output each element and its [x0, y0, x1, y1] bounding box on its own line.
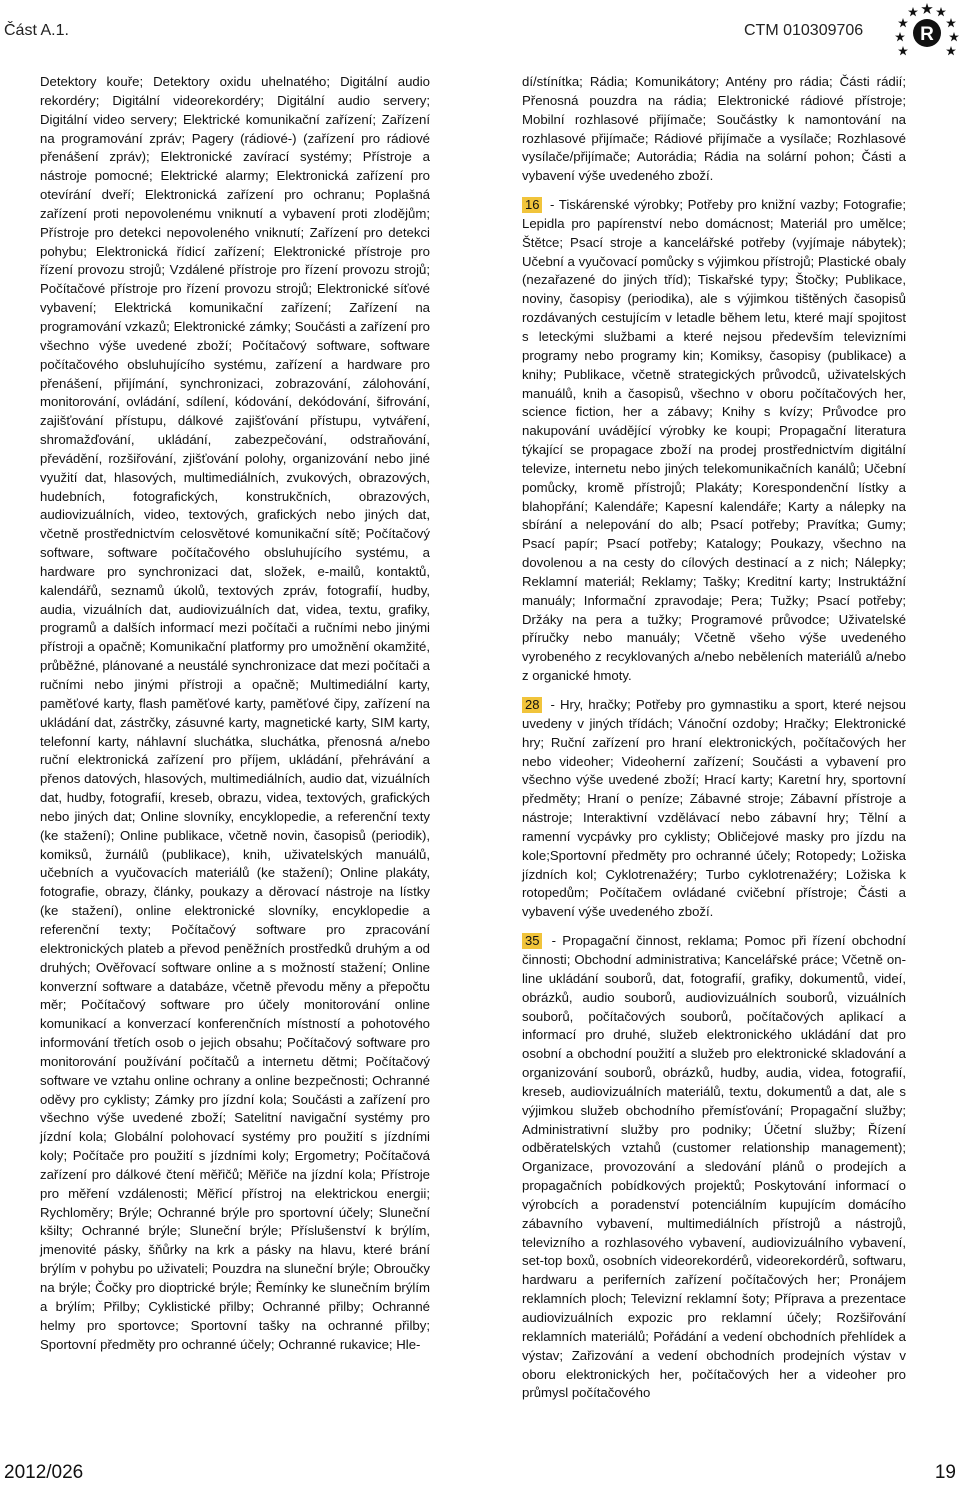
eu-stars-r-logo-icon — [894, 0, 960, 66]
class-entry-28 — [522, 696, 906, 922]
svg-text:R: R — [920, 24, 934, 45]
class-number-28: 28 — [522, 697, 542, 713]
section-label: Část A.1. — [4, 22, 69, 39]
class-text-28: - Hry, hračky; Potřeby pro gymnastiku a sport, které nejsou uvedeny v jiných třídách; Vánoční ozdoby; Hračky; Elektronické hry; Ruční zařízení pro hraní elektronických, počítačových her nebo videoher; Videoherní zařízení; Součásti a vybavení pro všechno výše uvedené zboží; Hrací karty; Karetní hry, sportovní předměty; Hraní o peníze; Zábavné stroje; Zábavní přístroje a nástroje; Interaktivní vzdělávací nebo zábavní hry; Tělní a ramenní vycpávky pro cyklisty; Obličejové masky pro jízdu na kole;Sportovní předměty pro ochranné účely; Rotopedy; Ložiska jízdních kol; Cyklotrenažéry; Turbo cyklotrenažéry; Ložiska k rotopedům; Počítačem ovládané cvičební přístroje; Části a vybavení výše uvedeného zboží. — [522, 697, 906, 920]
left-column — [40, 73, 430, 1364]
class-entry-35 — [522, 932, 906, 1403]
ctm-number: CTM 010309706 — [744, 22, 864, 39]
right-column — [522, 73, 906, 1413]
class-text-35: - Propagační činnost, reklama; Pomoc při řízení obchodní činnosti; Obchodní administrativa; Kancelářské práce; Včetně on-line ukládání souborů, dat, fotografií, grafiky, dokumentů, videí, obrázků, audio souborů, audiovizuálních souborů, vizuálních souborů, počítačových souborů, počítačových aplikací a informací pro druhé, služeb elektronického ukládání dat pro osobní a obchodní použití a služeb pro elektronické skladování a organizování souborů, obrázků, hudby, audia, videa, fotografií, kreseb, audiovizuálních materiálů, textu, dokumentů a dat, ale s výjimkou služeb obchodního přemísťování; Propagační služby; Administrativní služby pro podniky; Účetní služby; Řízení odběratelských vztahů (customer relationship management); Organizace, provozování a sledování plánů o prodejích a propagačních pobídkových projektů; Poskytování informací o výrobcích a poradenství potenciálním kupujícím domácího zábavního vybavení, multimediálních přístrojů a nástrojů, televizního a rozhlasového vybavení, audiovizuálního vybavení, set-top boxů, osobních videorekordérů, videorekordérů, softwaru, hardwaru a periferních zařízení počítačových her; Pronájem reklamních ploch; Televizní reklamní šoty; Příprava a prezentace audiovizuálních expozic pro reklamní účely; Rozšiřování reklamních materiálů; Pořádání a vedení obchodních přehlídek a výstav; Zařizování a vedení obchodních prodejních výstav v oboru elektronických her, počítačových her a videoher pro průmysl počítačového — [522, 933, 906, 1401]
class-text-16: - Tiskárenské výrobky; Potřeby pro knižní vazby; Fotografie; Lepidla pro papírenství nebo domácnost; Materiál pro umělce; Štětce; Psací stroje a kancelářské potřeby (vyjímaje nábytek); Učební a vyučovací pomůcky s výjimkou přístrojů; Plastické obaly (nezařazené do jiných tříd); Tiskařské typy; Štočky; Publikace, noviny, časopisy (periodika), ale s výjimkou tištěných časopisů rozdávaných cestujícím v letadle během letu, které mají spojitost s leteckými službami a které nejsou především televizními programy nebo programy kin; Komiksy, časopisy (publikace) a knihy; Publikace, včetně strategických průvodců, uživatelských manuálů, knih a časopisů, všechno v oboru počítačových her, science fiction, her a zábavy; Knihy s kvízy; Průvodce pro nakupování uvádějící výrobky ke koupi; Propagační literatura týkající se propagace zboží na prodej prostřednictvím digitální televize, internetu nebo jiných telekomunikačních kanálů; Učební pomůcky, kromě přístrojů; Plakáty; Korespondenční lístky a blahopřání; Kalendáře; Kapesní kalendáře; Karty a nálepky na sbírání a nelepování do alb; Psací potřeby; Pravítka; Gumy; Psací papír; Psací potřeby; Katalogy; Poukazy, všechno na dovolenou a na cesty do cílových destinací a z nich; Nálepky; Reklamní materiál; Reklamy; Tašky; Kreditní karty; Instruktážní manuály; Informační zpravodaje; Pera; Tužky; Psací potřeby; Držáky na pera a tužky; Programové průvodce; Uživatelské příručky nebo manuály; Včetně všeho výše uvedeného vyrobeného z recyklovaných a/nebo neběleních materiálů a/nebo z organické hmoty. — [522, 197, 906, 684]
class-number-16: 16 — [522, 197, 542, 213]
page-number: 19 — [934, 1462, 956, 1483]
left-column-text: Detektory kouře; Detektory oxidu uhelnatého; Digitální audio rekordéry; Digitální videorekordéry; Digitální audio servery; Digitální video servery; Elektrické komunikační zařízení; Zařízení na programování zpráv; Pagery (rádiové-) (zařízení pro rádiové přenášení zpráv); Elektronické zavírací systémy; Přístroje a nástroje pomocné; Elektrické alarmy; Elektronická zařízení pro otevírání dveří; Elektronická zařízení pro ochranu; Poplašná zařízení proti nepovolenému vniknutí a vybavení proti zlodějům; Přístroje pro detekci nepovoleného vniknutí; Zařízení pro detekci pohybu; Elektronická řídicí zařízení; Elektronické přístroje pro řízení provozu strojů; Vzdálené přístroje pro řízení provozu strojů; Počítačové přístroje pro řízení provozu strojů; Elektronické síťové vybavení; Elektrická komunikační zařízení; Zařízení na programování vzkazů; Elektronické zámky; Součásti a zařízení pro všechno výše uvedené zboží; Počítačový software, software počítačového obsluhujícího systému, zařízení a hardware pro přenášení, přijímání, synchronizaci, zobrazování, zálohování, monitorování, ovládání, sdílení, kódování, dekódování, šifrování, zajišťování přístupu, dálkové zajišťování přístupu, vytváření, shromažďování, ukládání, zabezpečování, odstraňování, převádění, rozšiřování, zjišťování polohy, organizování nebo jiné využití dat, hlasových, multimediálních, zvukových, obrazových, hudebních, fotografických, konstrukčních, obrazových, audiovizuálních, video, textových, grafických nebo jiných dat, včetně prostřednictvím celosvětové komunikační sítě; Počítačový software, software počítačového obsluhujícího systému, a hardware pro synchronizaci dat, složek, e-mailů, kontaktů, kalendářů, seznamů úkolů, textových zpráv, fotografií, hudby, audia, vizuálních dat, audiovizuálních dat, videa, textu, grafiky, programů a dalších informací mezi počítači a ručními nebo jinými přístroji a opačně; Komunikační platformy pro umožnění okamžité, průběžné, plánované a neustálé synchronizace dat mezi počítači a ručními nebo jinými přístroji a opačně; Multimediální karty, paměťové karty, flash paměťové karty, paměťové čipy, zařízení na ukládání dat, zástrčky, zásuvné karty, magnetické karty, SIM karty, telefonní karty, náhlavní sluchátka, sluchátka, přenosná a/nebo ruční elektronická zařízení pro příjem, ukládání, přehrávání a přenos datových, hlasových, multimediálních, audio dat, vizuálních dat, hudby, fotografií, kreseb, obrazu, videa, textových, grafických nebo jiných dat; Online slovníky, encyklopedie, a referenční texty (ke stažení); Online publikace, včetně novin, časopisů (periodik), komiksů, žurnálů (publikace), knih, uživatelských manuálů, učebních a vyučovacích materiálů (ke stažení); Online plakáty, fotografie, obrazy, články, poukazy a děrovací nástroje na lístky (ke stažení), online elektronické slovníky, encyklopedie a referenční texty; Počítačový software pro zpracování elektronických plateb a převod peněžních prostředků druhým a od druhých; Ověřovací software online a s možností stažení; Online konverzní software a databáze, včetně převodu měny a přepočtu měr; Počítačový software pro účely monitorování online komunikací a konverzací konferenčních místností a pohotového informování třetích osob o jejich obsahu; Počítačový software pro monitorování používání počítačů a internetu dětmi; Počítačový software ve vztahu online ochrany a online bezpečnosti; Ochranné oděvy pro cyklisty; Zámky pro jízdní kola; Součásti a zařízení pro všechno výše uvedené zboží; Satelitní navigační systémy pro jízdní kola; Globální polohovací systémy pro použití s jízdními koly; Počítače pro použití s jízdními koly; Ergometry; Počítačová zařízení pro dálkové čtení měřičů; Měřiče na jízdní kola; Přístroje pro měření vzdálenosti; Měřicí přístroj na elektrickou energii; Rychloměry; Brýle; Ochranné brýle pro sportovní účely; Sluneční kšilty; Ochranné brýle; Sluneční brýle; Příslušenství k brýlím, jmenovité pásky, šňůrky na krk a pásky na hlavu, které brání brýlím v pohybu po uživateli; Pouzdra na sluneční brýle; Obroučky na brýle; Čočky pro dioptrické brýle; Řemínky ke slunečním brýlím a brýlím; Přilby; Cyklistické přilby; Ochranné přilby; Ochranné helmy pro sportovce; Sportovní tašky na ochranné přilby; Sportovní předměty pro ochranné účely; Ochranné rukavice; Hle- — [40, 74, 430, 1352]
issue-number: 2012/026 — [4, 1462, 84, 1483]
class-entry-16 — [522, 196, 906, 686]
right-column-intro: dí/stínítka; Rádia; Komunikátory; Antény pro rádia; Části rádií; Přenosná pouzdra na rádia; Elektronické rádiové přístroje; Mobilní rozhlasové přijímače; Součástky k namontování na rozhlasové přijímače; Rádiové přijímače a vysílače; Rozhlasové vysílače/přijímače; Autorádia; Rádia na solární pohon; Části a vybavení výše uvedeného zboží. — [522, 74, 906, 184]
class-number-35: 35 — [522, 933, 542, 949]
